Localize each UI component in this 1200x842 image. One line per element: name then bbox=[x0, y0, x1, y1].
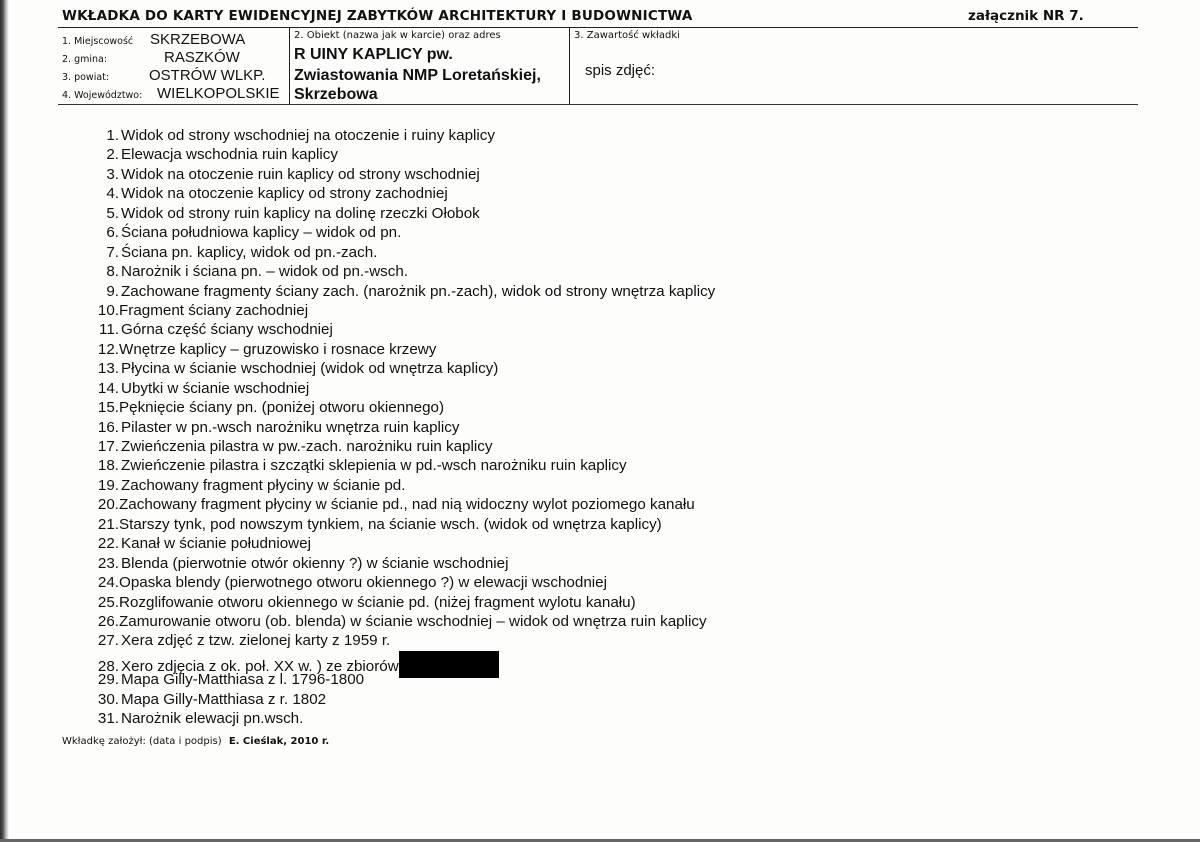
header-rule bbox=[58, 27, 1138, 28]
commune-label: 2. gmina: bbox=[62, 54, 108, 65]
list-item-number: 21. bbox=[97, 515, 119, 533]
list-item-number: 5. bbox=[106, 204, 119, 222]
photo-list bbox=[83, 126, 715, 729]
list-item-number: 8. bbox=[106, 263, 119, 281]
list-item-text: Mapa Gilly-Matthiasa z r. 1802 bbox=[121, 690, 327, 708]
list-item bbox=[83, 437, 715, 456]
list-item-text: Ściana południowa kaplicy – widok od pn. bbox=[121, 224, 402, 242]
list-item bbox=[83, 282, 715, 301]
list-item-number: 27. bbox=[97, 632, 119, 650]
list-item bbox=[83, 495, 715, 514]
list-item-number: 2. bbox=[106, 146, 119, 164]
list-item-text: Pęknięcie ściany pn. (poniżej otworu okiennego) bbox=[119, 399, 445, 417]
list-item bbox=[83, 145, 715, 164]
list-item bbox=[83, 184, 715, 203]
list-item-number: 31. bbox=[97, 710, 119, 728]
list-item-number: 12. bbox=[97, 340, 119, 358]
list-item-text: Ubytki w ścianie wschodniej bbox=[121, 379, 310, 397]
list-item bbox=[83, 223, 715, 242]
column-divider bbox=[289, 27, 290, 104]
list-item-text: Widok na otoczenie kaplicy od strony zachodniej bbox=[121, 185, 448, 203]
list-item-number: 24. bbox=[97, 574, 119, 592]
list-item bbox=[83, 631, 715, 650]
list-item bbox=[83, 398, 715, 417]
locality-label: 1. Miejscowość bbox=[62, 36, 134, 47]
list-item bbox=[83, 340, 715, 359]
box-bottom-rule bbox=[58, 104, 1138, 105]
list-item bbox=[83, 301, 715, 320]
list-item-text: Mapa Gilly-Matthiasa z l. 1796-1800 bbox=[121, 671, 365, 689]
contents-caption: 3. Zawartość wkładki bbox=[574, 30, 680, 41]
list-item-text: Widok od strony ruin kaplicy na dolinę rzeczki Ołobok bbox=[121, 204, 480, 222]
voivodeship-label: 4. Województwo: bbox=[62, 90, 143, 101]
list-item-text: Rozglifowanie otworu okiennego w ścianie pd. (niżej fragment wylotu kanału) bbox=[119, 593, 636, 611]
annex-number: załącznik NR 7. bbox=[968, 8, 1084, 24]
object-caption: 2. Obiekt (nazwa jak w karcie) oraz adres bbox=[294, 30, 501, 41]
commune-value: RASZKÓW bbox=[164, 49, 240, 66]
column-divider bbox=[569, 27, 570, 104]
list-item bbox=[83, 243, 715, 262]
list-item-number: 3. bbox=[106, 165, 119, 183]
list-item bbox=[83, 593, 715, 612]
list-item-text: Zachowany fragment płyciny w ścianie pd. bbox=[121, 476, 406, 494]
list-item-number: 9. bbox=[106, 282, 119, 300]
list-item bbox=[83, 690, 715, 709]
list-item bbox=[83, 554, 715, 573]
list-item-number: 14. bbox=[97, 379, 119, 397]
list-item-number: 25. bbox=[97, 593, 119, 611]
list-item-text: Xero zdjęcia z ok. poł. XX w. ) ze zbiorów bbox=[121, 657, 399, 675]
object-name-line: R UINY KAPLICY pw. bbox=[294, 46, 453, 63]
list-item-text: Starszy tynk, pod nowszym tynkiem, na ścianie wsch. (widok od wnętrza kaplicy) bbox=[119, 515, 662, 533]
list-item bbox=[83, 612, 715, 631]
list-item-number: 16. bbox=[97, 418, 119, 436]
county-label: 3. powiat: bbox=[62, 72, 110, 83]
list-item bbox=[83, 204, 715, 223]
list-item bbox=[83, 709, 715, 728]
locality-value: SKRZEBOWA bbox=[150, 31, 246, 48]
object-name-line: Zwiastowania NMP Loretańskiej, bbox=[294, 67, 541, 84]
list-item-number: 20. bbox=[97, 496, 119, 514]
list-item-number: 15. bbox=[97, 399, 119, 417]
list-item-number: 28. bbox=[97, 657, 119, 675]
list-item-number: 30. bbox=[97, 690, 119, 708]
list-item-number: 7. bbox=[106, 243, 119, 261]
list-item-text: Opaska blendy (pierwotnego otworu okiennego ?) w elewacji wschodniej bbox=[119, 574, 607, 592]
list-item-number: 17. bbox=[97, 438, 119, 455]
list-item-text: Zachowane fragmenty ściany zach. (narożnik pn.-zach), widok od strony wnętrza kaplicy bbox=[121, 282, 716, 300]
list-item bbox=[83, 515, 715, 534]
county-value: OSTRÓW WLKP. bbox=[149, 67, 266, 84]
list-item-number: 29. bbox=[97, 671, 119, 689]
list-item bbox=[83, 418, 715, 437]
footer-label: Wkładkę założył: (data i podpis) bbox=[62, 736, 222, 747]
footer-author: E. Cieślak, 2010 r. bbox=[228, 736, 330, 747]
list-item-text: Fragment ściany zachodniej bbox=[119, 301, 309, 319]
list-item-number: 22. bbox=[97, 535, 119, 553]
list-item-number: 4. bbox=[106, 185, 119, 203]
list-item-text: Górna część ściany wschodniej bbox=[121, 321, 333, 339]
list-item-number: 1. bbox=[106, 127, 119, 144]
list-item bbox=[83, 534, 715, 553]
voivodeship-value: WIELKOPOLSKIE bbox=[157, 85, 280, 102]
list-item-text: Płycina w ścianie wschodniej (widok od wnętrza kaplicy) bbox=[121, 360, 499, 378]
list-item-text: Wnętrze kaplicy – gruzowisko i rosnace krzewy bbox=[119, 340, 437, 358]
list-item-number: 13. bbox=[97, 360, 119, 378]
list-item bbox=[83, 456, 715, 475]
list-item-text: Blenda (pierwotnie otwór okienny ?) w ścianie wschodniej bbox=[121, 554, 509, 572]
list-item-number: 18. bbox=[97, 457, 119, 475]
list-item-text: Elewacja wschodnia ruin kaplicy bbox=[121, 146, 338, 164]
list-item bbox=[83, 573, 715, 592]
list-item-text: Zwieńczenie pilastra i szczątki sklepienia w pd.-wsch narożniku ruin kaplicy bbox=[121, 457, 627, 475]
scan-edge bbox=[0, 0, 9, 842]
list-item bbox=[83, 262, 715, 281]
list-item bbox=[83, 320, 715, 339]
list-item-text: Xera zdjęć z tzw. zielonej karty z 1959 r. bbox=[121, 632, 391, 650]
list-item-text: Narożnik elewacji pn.wsch. bbox=[121, 710, 304, 728]
list-item-text: Zamurowanie otworu (ob. blenda) w ścianie wschodniej – widok od wnętrza ruin kaplicy bbox=[119, 612, 707, 630]
list-item bbox=[83, 651, 715, 675]
list-item bbox=[83, 359, 715, 378]
list-item-text: Widok od strony wschodniej na otoczenie i ruiny kaplicy bbox=[121, 127, 495, 144]
list-item bbox=[83, 126, 715, 145]
list-item bbox=[83, 379, 715, 398]
list-item-number: 11. bbox=[99, 321, 119, 339]
list-item-text: Zachowany fragment płyciny w ścianie pd., nad nią widoczny wylot poziomego kanału bbox=[119, 496, 695, 514]
list-item-text: Narożnik i ściana pn. – widok od pn.-wsch. bbox=[121, 263, 409, 281]
list-item-number: 23. bbox=[97, 554, 119, 572]
contents-value: spis zdjęć: bbox=[585, 62, 656, 79]
list-item-number: 19. bbox=[97, 476, 119, 494]
document-title: WKŁADKA DO KARTY EWIDENCYJNEJ ZABYTKÓW ARCHITEKTURY I BUDOWNICTWA bbox=[62, 8, 693, 24]
footer-note bbox=[62, 736, 329, 747]
list-item bbox=[83, 476, 715, 495]
list-item-text: Kanał w ścianie południowej bbox=[121, 535, 311, 553]
redaction-block bbox=[399, 651, 499, 678]
list-item-number: 10. bbox=[97, 301, 119, 319]
list-item-number: 26. bbox=[97, 612, 119, 630]
list-item-text: Widok na otoczenie ruin kaplicy od strony wschodniej bbox=[121, 165, 480, 183]
list-item-text: Ściana pn. kaplicy, widok od pn.-zach. bbox=[121, 243, 378, 261]
object-name-line: Skrzebowa bbox=[294, 86, 378, 103]
list-item bbox=[83, 165, 715, 184]
list-item-number: 6. bbox=[106, 224, 119, 242]
list-item-text: Zwieńczenia pilastra w pw.-zach. narożniku ruin kaplicy bbox=[121, 438, 493, 455]
list-item-text: Pilaster w pn.-wsch narożniku wnętrza ruin kaplicy bbox=[121, 418, 460, 436]
